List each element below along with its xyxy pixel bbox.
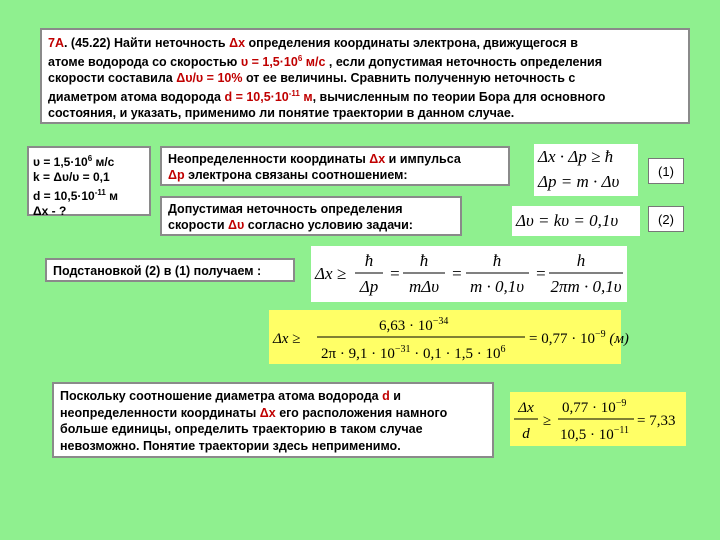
f3-den3: m · 0,1υ	[469, 277, 525, 296]
f5-num1: Δx	[518, 400, 534, 416]
f3-den1: Δp	[359, 277, 379, 296]
svg-text:=: =	[389, 264, 401, 283]
velocity-text: Допустимая неточность определения скорости Δυ согласно условию задачи:	[160, 196, 462, 236]
f5-num2: $0,77 \cdot 10^{-9}$	[562, 398, 627, 416]
formula-numeric-result	[269, 310, 629, 364]
f5-den2: $10,5 \cdot 10^{-11}$	[560, 425, 630, 443]
f3-num4: h	[576, 251, 586, 270]
f3-den2: mΔυ	[408, 277, 440, 296]
formula-substitution	[311, 246, 627, 302]
equation-label-2: (2)	[648, 206, 684, 232]
formula-ratio	[510, 392, 686, 446]
conclusion-text: Поскольку соотношение диаметра атома водорода d и неопределенности координаты Δx его расположения намного больше единицы, определить траекторию в таком случае невозможно. Понятие траектории здесь неприменимо.	[52, 382, 494, 458]
f3-num1: ħ	[364, 251, 374, 270]
f5-ge: ≥	[543, 413, 552, 429]
f5-den1: d	[522, 426, 530, 442]
f4-numerator: $6,63 \cdot 10^{-34}$	[379, 316, 449, 334]
equation-label-1: (1)	[648, 158, 684, 184]
formula-uncertainty-relation: Δx · Δp ≥ ħ Δp = m · Δυ	[534, 144, 638, 196]
f4-result: = $0,77 \cdot 10^{-9}$ (м)	[529, 329, 629, 347]
f3-num3: ħ	[492, 251, 502, 270]
f3-lhs: Δx ≥	[315, 264, 347, 283]
f3-den4: 2πm · 0,1υ	[550, 277, 622, 296]
given-box: $\upsilon = 1,5\cdot 10^6$ м/с k = Δυ/υ = 0,1 $d = 10,5\cdot 10^{-11}$ м Δx - ?	[27, 146, 151, 216]
problem-statement: 7А. (45.22) Найти неточность Δx определения координаты электрона, движущегося в атоме водорода со скоростью $\upsilon = 1,5\cdot 10^6$ м/с , если допустимая неточность определения скорости составила Δυ/υ = 10% от ее величины. Сравнить полученную неточность с диаметром атома водорода $d = 10,5\cdot 10^{-11}$ м, вычисленным по теории Бора для основного состояния, и указать, применимо ли понятие траектории в данном случае.	[40, 28, 690, 124]
svg-text:=: =	[535, 264, 547, 283]
uncertainty-text: Неопределенности координаты Δx и импульса Δp электрона связаны соотношением:	[160, 146, 510, 186]
substitution-text: Подстановкой (2) в (1) получаем :	[45, 258, 295, 282]
svg-text:=: =	[451, 264, 463, 283]
problem-number: 7А	[48, 36, 64, 50]
formula-velocity-uncertainty: Δυ = kυ = 0,1υ	[512, 206, 640, 236]
f4-lhs: Δx ≥	[273, 331, 301, 347]
f3-num2: ħ	[419, 251, 429, 270]
f5-result: = 7,33	[637, 413, 676, 429]
f4-denominator: $2\pi \cdot 9,1 \cdot 10^{-31} \cdot 0,1 \cdot 1,5 \cdot 10^6$	[321, 344, 506, 362]
